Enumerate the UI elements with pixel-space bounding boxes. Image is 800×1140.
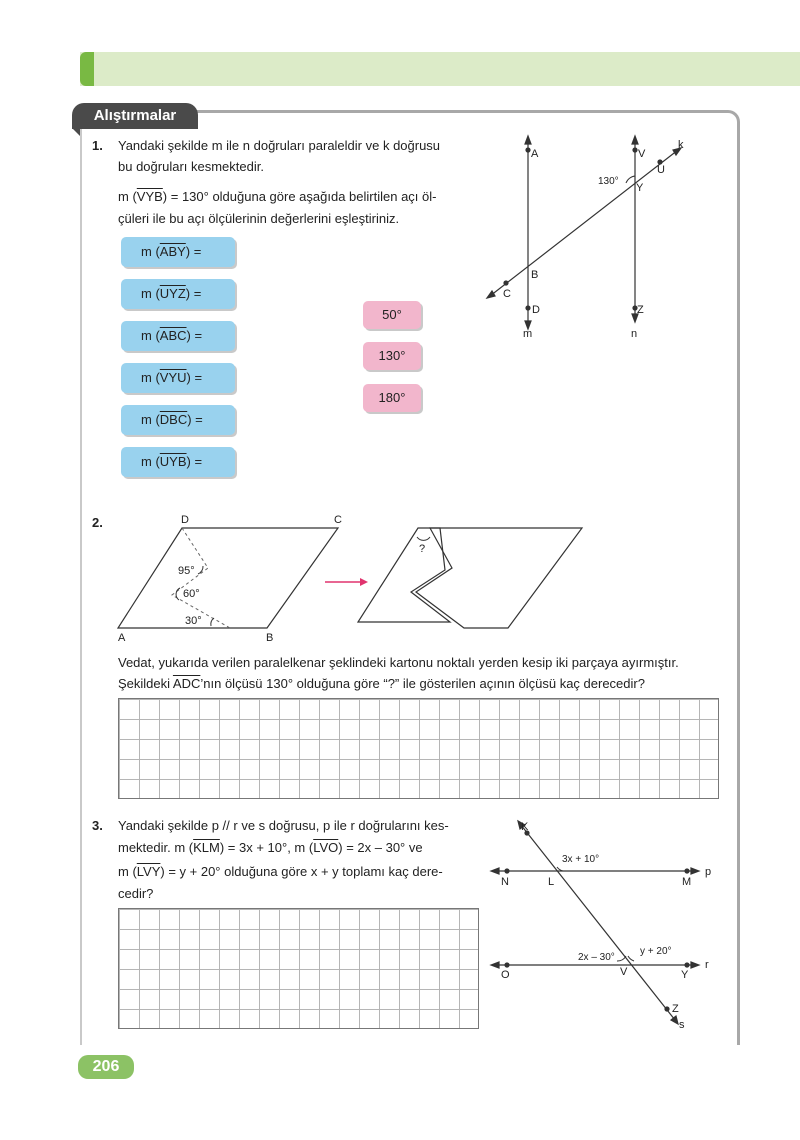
option-50[interactable]: 50° (363, 301, 421, 329)
label-z: Z (672, 1003, 679, 1015)
q3-answer-grid[interactable] (118, 908, 479, 1029)
q2-angle-adc: $\overline{ADC}$ (172, 676, 201, 691)
angle-klm-label: 3x + 10° (562, 854, 600, 865)
label-l: L (548, 876, 555, 888)
q1-number: 1. (92, 138, 103, 153)
question-mark-label: ? (419, 543, 426, 555)
angle-lvy-label: y + 20° (640, 946, 672, 957)
label-d: D (532, 304, 540, 316)
match-item-dbc[interactable]: m $(\overline{DBC})$ = (121, 405, 235, 435)
label-k: k (678, 139, 684, 151)
angle-30-label: 30° (185, 615, 202, 627)
match-item-abc[interactable]: m $(\overline{ABC})$ = (121, 321, 235, 351)
label-m: M (682, 876, 692, 888)
label-n: N (501, 876, 509, 888)
label-v: V (620, 966, 628, 978)
q3-text-line2: mektedir. m $(\overline{KLM}) = 3x + 10^\circ$, m $(\overline{LVO}) = 2x - 30^\circ$ ve (118, 840, 423, 855)
label-a: A (118, 632, 126, 644)
q2-text-line2: Şekildeki $\overline{ADC}’nın$ ölçüsü 130° olduğuna göre “?” ile gösterilen açının ölçüsü kaç derecedir? (118, 676, 645, 691)
q1-given: m $(\overline{VYB}) = 130^\circ$ olduğuna göre aşağıda belirtilen açı öl- (118, 189, 437, 204)
q3-text-line4: cedir? (118, 886, 154, 901)
header-band (80, 52, 800, 86)
label-u: U (657, 164, 665, 176)
q2-answer-grid[interactable] (118, 698, 719, 799)
match-item-vyu[interactable]: m $(\overline{VYU})$ = (121, 363, 235, 393)
header-band-accent (80, 52, 94, 86)
q3-number: 3. (92, 818, 103, 833)
section-title: Alıştırmalar (72, 103, 198, 129)
match-item-aby[interactable]: m $(\overline{ABY})$ = (121, 237, 235, 267)
angle-95-label: 95° (178, 565, 195, 577)
q2-text-line1: Vedat, yukarıda verilen paralelkenar şeklindeki kartonu noktalı yerden kesip iki parçaya ayırmıştır. (118, 655, 679, 670)
arrow-icon (325, 578, 368, 586)
label-c: C (503, 288, 511, 300)
q3-figure (485, 815, 720, 1035)
label-o: O (501, 969, 510, 981)
label-y: Y (681, 969, 689, 981)
q2-number: 2. (92, 515, 103, 530)
label-m: m (523, 328, 533, 340)
match-item-uyz[interactable]: m $(\overline{UYZ})$ = (121, 279, 235, 309)
label-r: r (705, 959, 709, 971)
angle-130-label: 130° (598, 176, 619, 187)
label-b: B (266, 632, 274, 644)
q1-text-line4: çüleri ile bu açı ölçülerinin değerlerini eşleştiriniz. (118, 211, 400, 226)
match-item-uyb[interactable]: m $(\overline{UYB})$ = (121, 447, 235, 477)
label-v: V (638, 148, 646, 160)
q1-figure (480, 130, 710, 345)
label-c: C (334, 514, 342, 526)
q3-text-line1: Yandaki şekilde p // r ve s doğrusu, p ile r doğrularını kes- (118, 818, 449, 833)
label-z: Z (637, 304, 644, 316)
option-130[interactable]: 130° (363, 342, 421, 370)
q1-text-line2: bu doğruları kesmektedir. (118, 159, 264, 174)
label-y: Y (636, 182, 644, 194)
option-180[interactable]: 180° (363, 384, 421, 412)
page-number: 206 (78, 1055, 134, 1079)
label-d: D (181, 514, 189, 526)
q1-given-angle: $\overline{VYB}$ (136, 189, 163, 204)
label-s: s (679, 1019, 685, 1031)
label-p: p (705, 866, 712, 878)
label-b: B (531, 269, 539, 281)
q2-figure (110, 510, 590, 650)
q3-text-line3: m $(\overline{LVY}) = y + 20^\circ$ olduğuna göre x + y toplamı kaç dere- (118, 864, 443, 879)
q1-text-line1: Yandaki şekilde m ile n doğruları paraleldir ve k doğrusu (118, 138, 441, 153)
angle-60-label: 60° (183, 588, 200, 600)
section-tab-fold (72, 128, 80, 136)
label-n: n (631, 328, 638, 340)
angle-lvo-label: 2x – 30° (578, 952, 615, 963)
label-k: K (521, 821, 529, 833)
label-a: A (531, 148, 539, 160)
